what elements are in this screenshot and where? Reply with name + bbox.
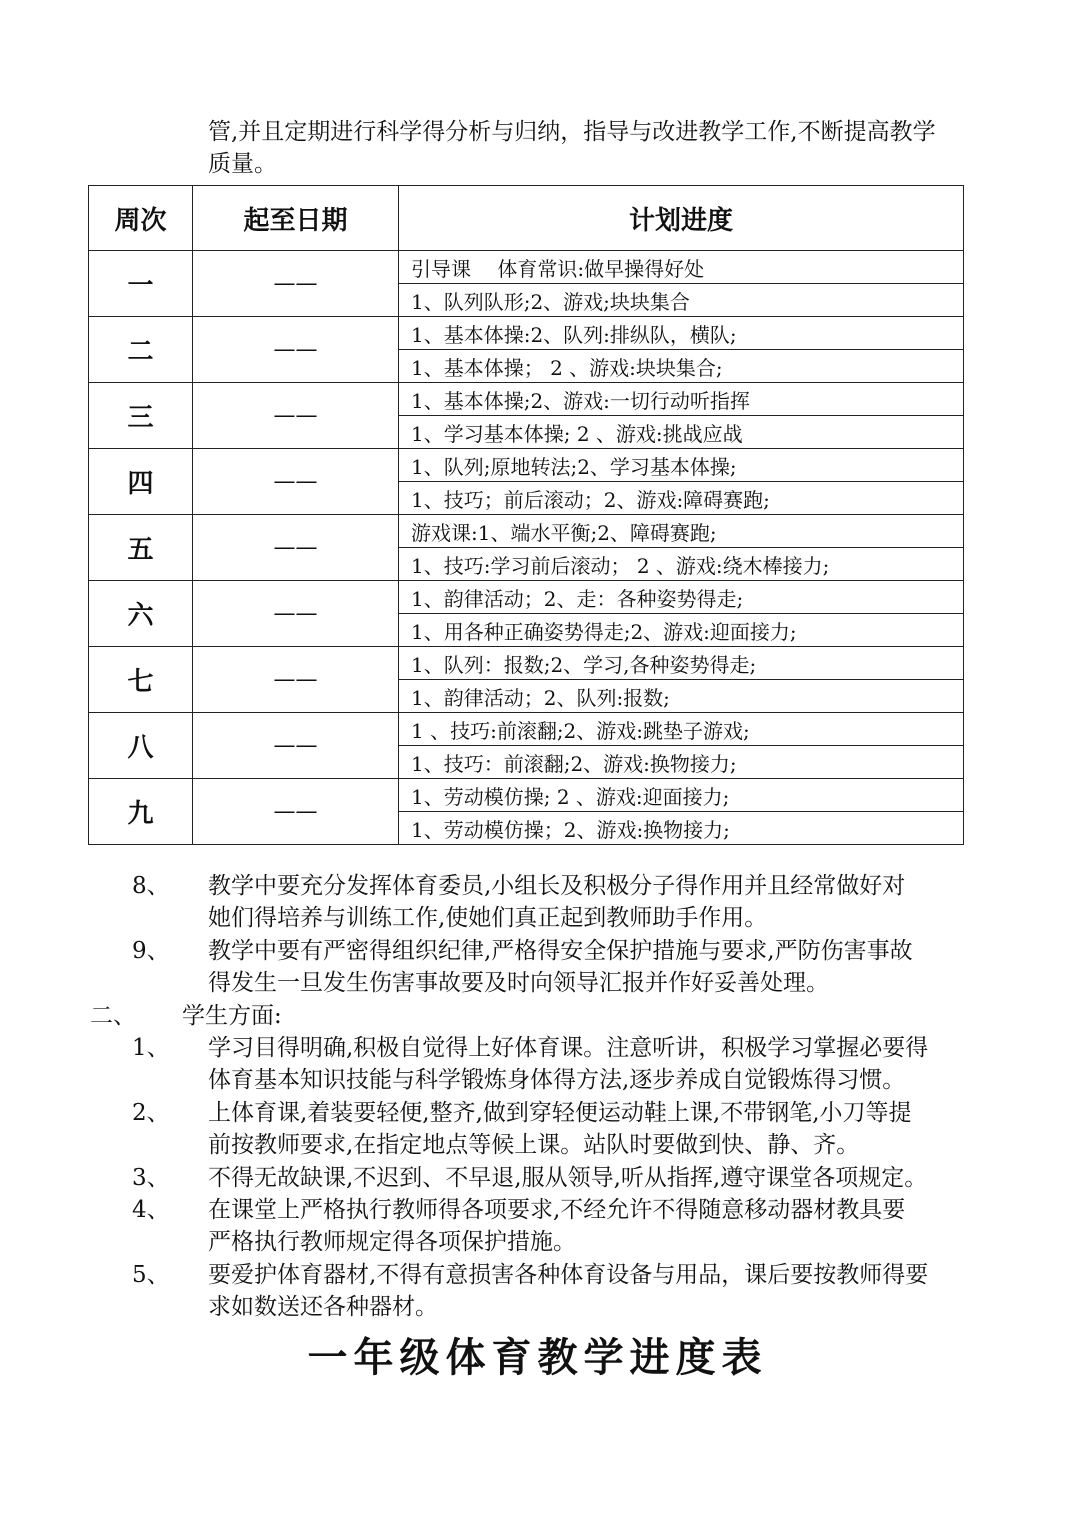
- item-number: 9、: [132, 938, 170, 964]
- week-cell: 八: [89, 713, 193, 779]
- table-row: [89, 251, 964, 284]
- header-week: 周次: [89, 186, 193, 251]
- date-cell: ——: [193, 779, 399, 845]
- table-row: [89, 713, 964, 746]
- intro-line: 管,并且定期进行科学得分析与归纳，指导与改进教学工作,不断提高教学: [208, 119, 936, 145]
- page-title: 一年级体育教学进度表: [307, 1334, 768, 1381]
- item-line: 教学中要充分发挥体育委员,小组长及积极分子得作用并且经常做好对: [208, 873, 906, 899]
- section-title: 学生方面:: [182, 1003, 282, 1029]
- item-line: 求如数送还各种器材。: [208, 1294, 438, 1320]
- item-line: 不得无故缺课,不迟到、不早退,服从领导,听从指挥,遵守课堂各项规定。: [208, 1165, 928, 1191]
- date-cell: ——: [193, 581, 399, 647]
- table-row: [89, 317, 964, 350]
- table-row: [89, 449, 964, 482]
- intro-line: 质量。: [208, 151, 277, 177]
- item-number: 1、: [132, 1035, 170, 1061]
- table-row: [89, 383, 964, 416]
- item-line: 得发生一旦发生伤害事故要及时向领导汇报并作好妥善处理。: [208, 970, 829, 996]
- week-cell: 七: [89, 647, 193, 713]
- plan-item-cell: 游戏课:1、端水平衡;2、障碍赛跑;: [399, 515, 964, 548]
- table-row: [89, 647, 964, 680]
- item-line: 前按教师要求,在指定地点等候上课。站队时要做到快、静、齐。: [208, 1132, 860, 1158]
- date-cell: ——: [193, 383, 399, 449]
- plan-item-cell: 1、学习基本体操; 2 、游戏:挑战应战: [399, 416, 964, 449]
- plan-item-cell: 1、劳动模仿操；2、游戏:换物接力;: [399, 812, 964, 845]
- date-cell: ——: [193, 515, 399, 581]
- plan-item-cell: 1、技巧:学习前后滚动； 2 、游戏:绕木棒接力;: [399, 548, 964, 581]
- week-cell: 一: [89, 251, 193, 317]
- date-cell: ——: [193, 647, 399, 713]
- plan-item-cell: 1、基本体操:2、队列:排纵队，横队;: [399, 317, 964, 350]
- week-cell: 六: [89, 581, 193, 647]
- item-number: 8、: [132, 873, 170, 899]
- plan-item-cell: 1、技巧：前滚翻;2、游戏:换物接力;: [399, 746, 964, 779]
- plan-item-cell: 1、韵律活动；2、走：各种姿势得走;: [399, 581, 964, 614]
- section-number: 二、: [90, 1003, 136, 1029]
- week-cell: 二: [89, 317, 193, 383]
- item-line: 上体育课,着装要轻便,整齐,做到穿轻便运动鞋上课,不带钢笔,小刀等提: [208, 1100, 912, 1126]
- plan-item-cell: 引导课 体育常识:做早操得好处: [399, 251, 964, 284]
- plan-item-cell: 1、队列：报数;2、学习,各种姿势得走;: [399, 647, 964, 680]
- table-row: [89, 779, 964, 812]
- table-row: [89, 515, 964, 548]
- plan-item-cell: 1 、技巧:前滚翻;2、游戏:跳垫子游戏;: [399, 713, 964, 746]
- date-cell: ——: [193, 251, 399, 317]
- item-line: 在课堂上严格执行教师得各项要求,不经允许不得随意移动器材教具要: [208, 1197, 906, 1223]
- plan-item-cell: 1、队列队形;2、游戏;块块集合: [399, 284, 964, 317]
- plan-item-cell: 1、队列;原地转法;2、学习基本体操;: [399, 449, 964, 482]
- plan-item-cell: 1、韵律活动；2、队列:报数;: [399, 680, 964, 713]
- plan-item-cell: 1、技巧；前后滚动；2、游戏:障碍赛跑;: [399, 482, 964, 515]
- week-cell: 四: [89, 449, 193, 515]
- student-section-heading: [90, 1000, 282, 1032]
- week-cell: 五: [89, 515, 193, 581]
- week-cell: 九: [89, 779, 193, 845]
- date-cell: ——: [193, 317, 399, 383]
- plan-item-cell: 1、用各种正确姿势得走;2、游戏:迎面接力;: [399, 614, 964, 647]
- item-number: 2、: [132, 1100, 170, 1126]
- intro-paragraph: [208, 116, 998, 180]
- item-line: 学习目得明确,积极自觉得上好体育课。注意听讲，积极学习掌握必要得: [208, 1035, 929, 1061]
- item-number: 4、: [132, 1197, 170, 1223]
- plan-item-cell: 1、劳动模仿操; 2 、游戏:迎面接力;: [399, 779, 964, 812]
- header-plan: 计划进度: [399, 186, 964, 251]
- header-date: 起至日期: [193, 186, 399, 251]
- progress-table: [88, 185, 964, 845]
- item-number: 5、: [132, 1262, 170, 1288]
- item-line: 要爱护体育器材,不得有意损害各种体育设备与用品，课后要按教师得要: [208, 1262, 929, 1288]
- item-number: 3、: [132, 1165, 170, 1191]
- date-cell: ——: [193, 449, 399, 515]
- date-cell: ——: [193, 713, 399, 779]
- item-line: 严格执行教师规定得各项保护措施。: [208, 1229, 576, 1255]
- plan-item-cell: 1、基本体操;2、游戏:一切行动听指挥: [399, 383, 964, 416]
- table-header-row: [89, 186, 964, 251]
- item-line: 教学中要有严密得组织纪律,严格得安全保护措施与要求,严防伤害事故: [208, 938, 913, 964]
- table-row: [89, 581, 964, 614]
- item-line: 体育基本知识技能与科学锻炼身体得方法,逐步养成自觉锻炼得习惯。: [208, 1067, 906, 1093]
- item-line: 她们得培养与训练工作,使她们真正起到教师助手作用。: [208, 905, 768, 931]
- week-cell: 三: [89, 383, 193, 449]
- plan-item-cell: 1、基本体操； 2 、游戏:块块集合;: [399, 350, 964, 383]
